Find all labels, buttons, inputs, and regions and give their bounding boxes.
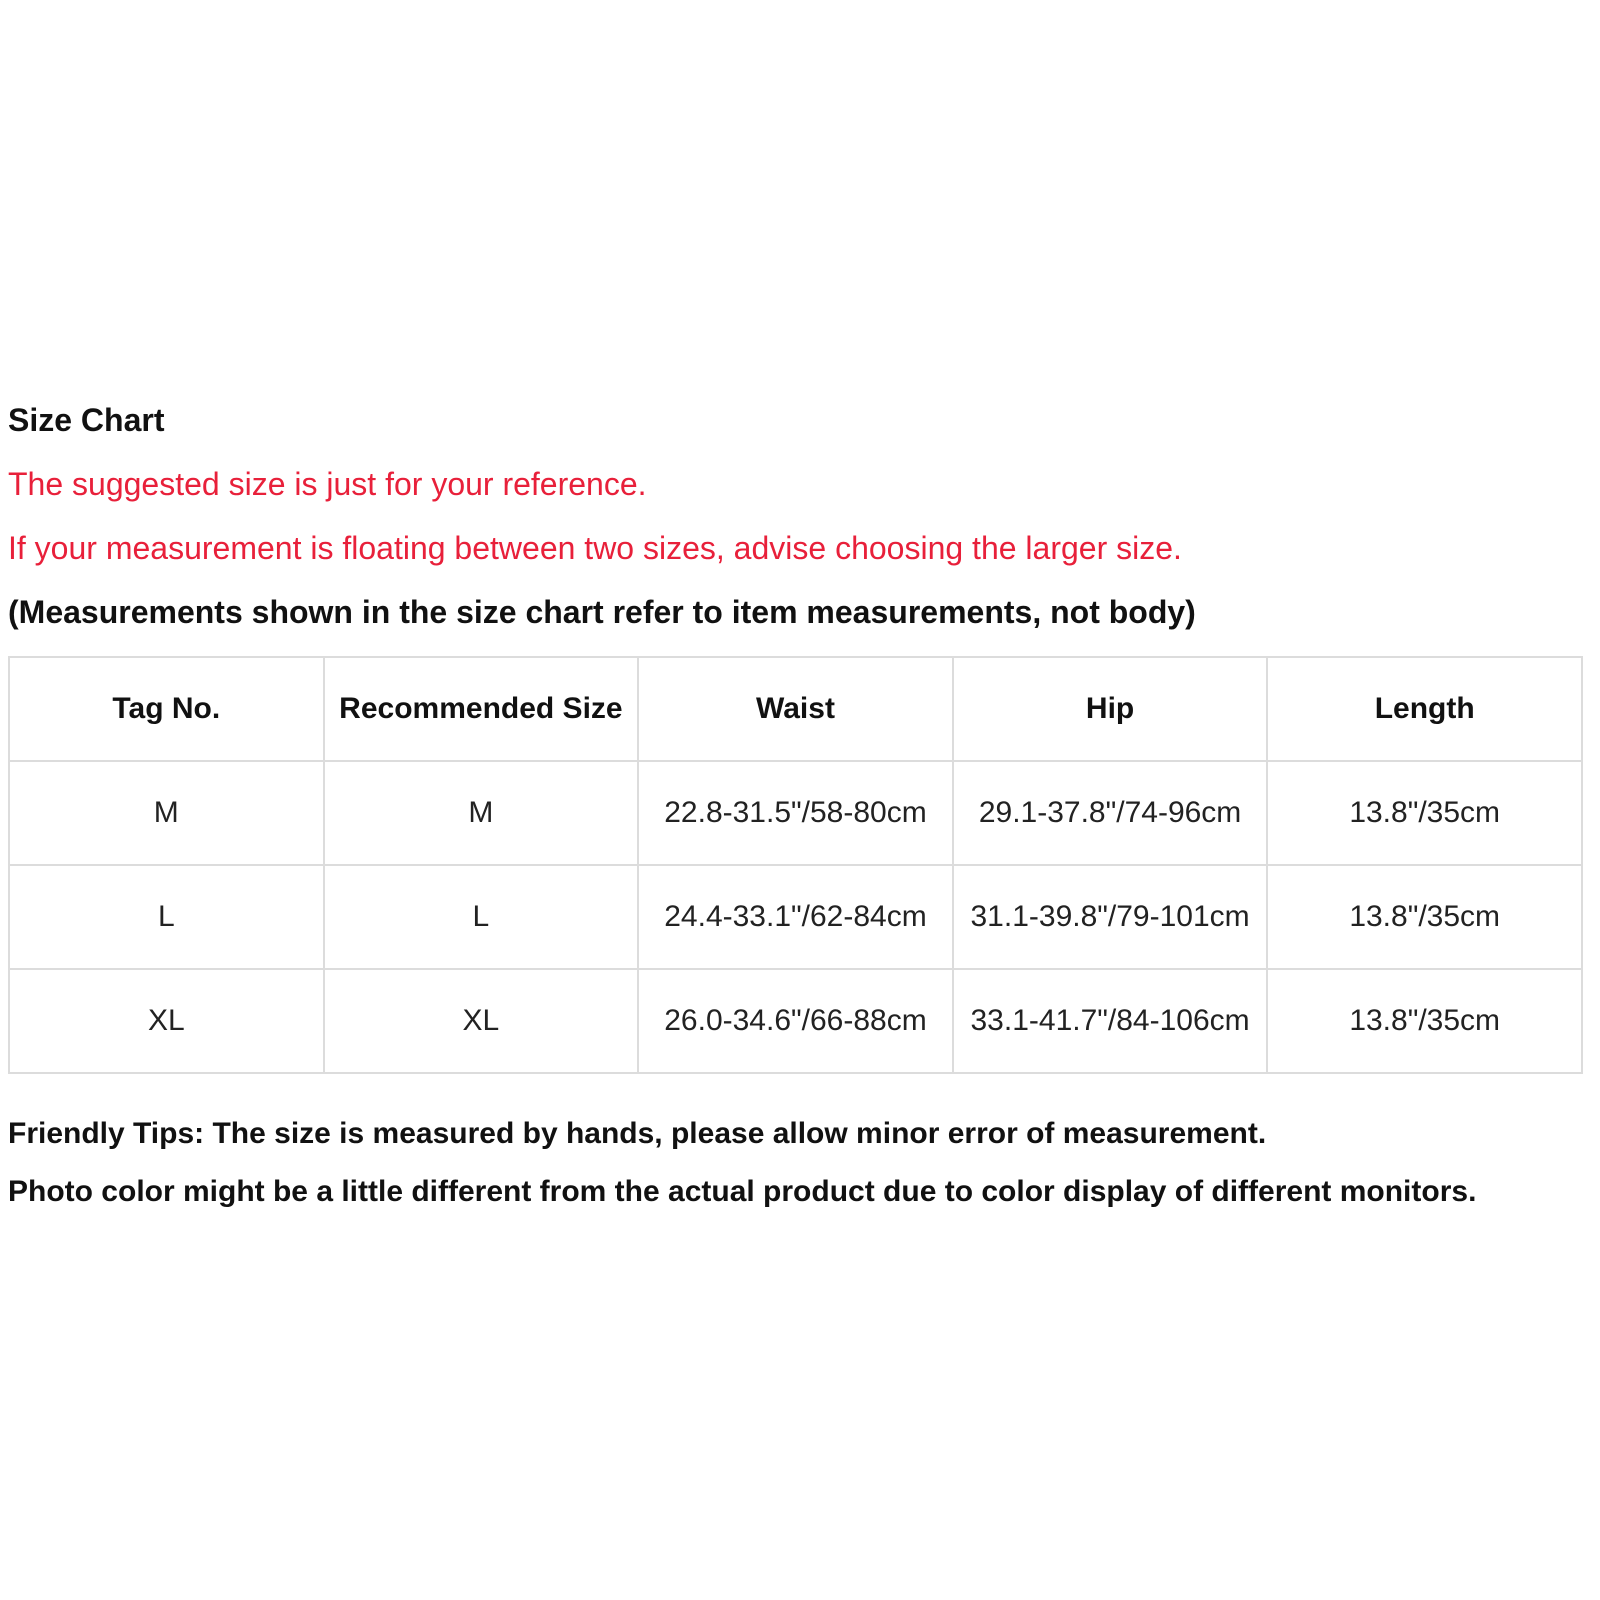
cell-recommended-size: L	[324, 865, 639, 969]
friendly-tip: Friendly Tips: The size is measured by hands, please allow minor error of measurement.	[8, 1117, 1267, 1150]
size-advice-note: If your measurement is floating between two sizes, advise choosing the larger size.	[8, 530, 1182, 566]
cell-length: 13.8"/35cm	[1267, 865, 1582, 969]
header-tag-no: Tag No.	[9, 657, 324, 761]
reference-note: The suggested size is just for your reference.	[8, 466, 647, 502]
header-length: Length	[1267, 657, 1582, 761]
photo-color-tip: Photo color might be a little different from the actual product due to color display of different monitors.	[8, 1175, 1477, 1208]
page-title: Size Chart	[8, 402, 165, 438]
cell-waist: 22.8-31.5"/58-80cm	[638, 761, 953, 865]
size-table	[8, 656, 1583, 1074]
cell-hip: 29.1-37.8"/74-96cm	[953, 761, 1268, 865]
cell-waist: 26.0-34.6"/66-88cm	[638, 969, 953, 1073]
cell-waist: 24.4-33.1"/62-84cm	[638, 865, 953, 969]
cell-recommended-size: XL	[324, 969, 639, 1073]
table-header-row	[9, 657, 1582, 761]
tips-section	[8, 1114, 1583, 1212]
cell-hip: 31.1-39.8"/79-101cm	[953, 865, 1268, 969]
header-hip: Hip	[953, 657, 1268, 761]
cell-tag-no: M	[9, 761, 324, 865]
cell-length: 13.8"/35cm	[1267, 761, 1582, 865]
table-row	[9, 969, 1582, 1073]
cell-recommended-size: M	[324, 761, 639, 865]
measurement-disclaimer: (Measurements shown in the size chart refer to item measurements, not body)	[8, 594, 1196, 630]
table-row	[9, 865, 1582, 969]
cell-hip: 33.1-41.7"/84-106cm	[953, 969, 1268, 1073]
header-waist: Waist	[638, 657, 953, 761]
header-recommended-size: Recommended Size	[324, 657, 639, 761]
size-chart-document	[8, 400, 1583, 1230]
table-row	[9, 761, 1582, 865]
cell-tag-no: L	[9, 865, 324, 969]
cell-length: 13.8"/35cm	[1267, 969, 1582, 1073]
cell-tag-no: XL	[9, 969, 324, 1073]
